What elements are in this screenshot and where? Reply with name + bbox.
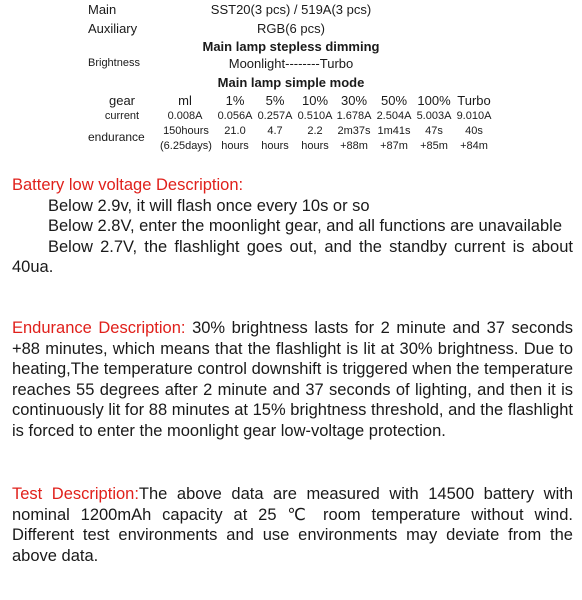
endurance-body: 30% brightness lasts for 2 minute and 37 seconds +88 minutes, which means that the flashlight is lit at 30% brightness. Due to heating,The temperature control downshift is triggered when the temperature reaches 55 degrees after 2 minute and 37 seconds of lighting, and then it is continuously lit for 88 minutes at 15% brightness threshold, and the flashlight is forced to enter the moonlight gear low-voltage protection. bbox=[12, 319, 573, 440]
battery-line-3: Below 2.7V, the flashlight goes out, and the standby current is about 40ua. bbox=[12, 237, 573, 276]
battery-line-1: Below 2.9v, it will flash once every 10s or so bbox=[48, 196, 370, 215]
endurance-line-1: 1m41s bbox=[377, 125, 411, 137]
test-section bbox=[12, 484, 573, 566]
gear-cell: 5% bbox=[265, 93, 285, 108]
current-cell: 0.056A bbox=[217, 110, 253, 122]
simple-mode-title: Main lamp simple mode bbox=[217, 75, 365, 90]
endurance-line-1: 2.2 bbox=[307, 125, 323, 137]
battery-heading: Battery low voltage Description: bbox=[12, 176, 244, 194]
endurance-line-1: 47s bbox=[425, 125, 443, 137]
gear-cell: 50% bbox=[380, 93, 408, 108]
gear-cell: 100% bbox=[417, 93, 451, 108]
auxiliary-label: Auxiliary bbox=[88, 21, 138, 36]
endurance-line-2: hours bbox=[301, 140, 329, 152]
endurance-section bbox=[12, 318, 573, 441]
current-cell: 0.510A bbox=[297, 110, 333, 122]
endurance-line-2: +88m bbox=[340, 140, 368, 152]
gear-cell: 1% bbox=[225, 93, 245, 108]
gear-cell: 10% bbox=[301, 93, 329, 108]
main-value: SST20(3 pcs) / 519A(3 pcs) bbox=[210, 2, 372, 17]
gear-cell: ml bbox=[178, 93, 192, 108]
endurance-line-2: +85m bbox=[420, 140, 448, 152]
test-body: The above data are measured with 14500 battery with nominal 1200mAh capacity at 25 ℃ room temperature without wind. Different test environments and use environments may deviate from the above data. bbox=[12, 485, 573, 565]
stepless-dimming-title: Main lamp stepless dimming bbox=[202, 39, 380, 54]
gear-cell: Turbo bbox=[457, 93, 491, 108]
endurance-line-2: +84m bbox=[460, 140, 488, 152]
gear-row bbox=[0, 93, 582, 111]
endurance-line-1: 4.7 bbox=[267, 125, 283, 137]
brightness-label: Brightness bbox=[88, 57, 140, 69]
main-label: Main bbox=[88, 2, 117, 17]
gear-cell: 30% bbox=[340, 93, 368, 108]
endurance-line-2: hours bbox=[261, 140, 289, 152]
endurance-line-1: 150hours bbox=[163, 125, 209, 137]
endurance-row-label: endurance bbox=[88, 130, 145, 144]
current-cell: 5.003A bbox=[416, 110, 452, 122]
test-heading: Test Description: bbox=[12, 485, 139, 503]
auxiliary-value: RGB(6 pcs) bbox=[257, 21, 325, 36]
brightness-value: Moonlight--------Turbo bbox=[228, 56, 354, 71]
endurance-row bbox=[0, 124, 582, 156]
endurance-cell bbox=[451, 124, 497, 154]
current-cell: 9.010A bbox=[456, 110, 492, 122]
current-cell: 0.257A bbox=[257, 110, 293, 122]
current-cell: 1.678A bbox=[336, 110, 372, 122]
battery-section bbox=[12, 175, 573, 278]
current-cell: 2.504A bbox=[376, 110, 412, 122]
current-cell: 0.008A bbox=[167, 110, 203, 122]
battery-line-2: Below 2.8V, enter the moonlight gear, and all functions are unavailable bbox=[48, 217, 562, 235]
endurance-line-2: +87m bbox=[380, 140, 408, 152]
endurance-line-1: 21.0 bbox=[224, 125, 246, 137]
endurance-heading: Endurance Description: bbox=[12, 319, 186, 337]
endurance-line-2: (6.25days) bbox=[160, 140, 212, 152]
gear-row-label: gear bbox=[108, 93, 136, 108]
endurance-line-2: hours bbox=[221, 140, 249, 152]
endurance-line-1: 2m37s bbox=[337, 125, 371, 137]
endurance-line-1: 40s bbox=[465, 125, 483, 137]
current-row-label: current bbox=[104, 110, 140, 122]
